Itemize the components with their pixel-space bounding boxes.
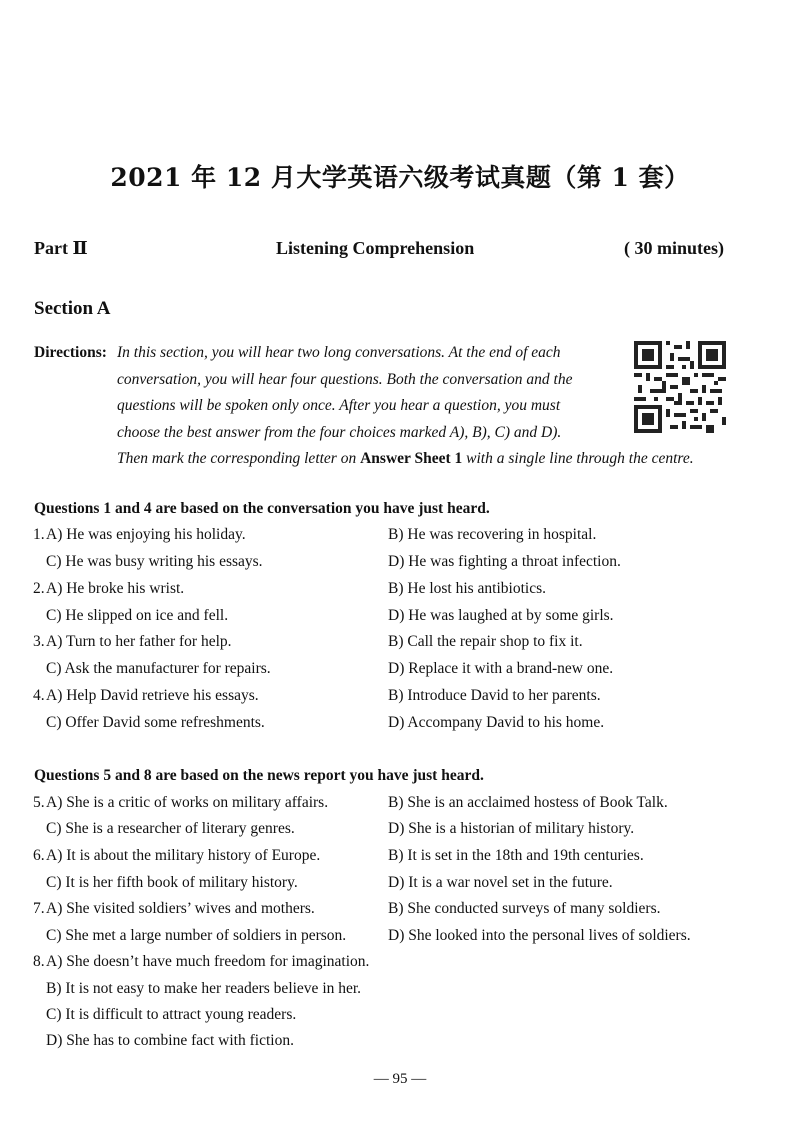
option-b[interactable]: B) It is set in the 18th and 19th centuries. — [388, 847, 644, 864]
page-number: — 95 — — [373, 1071, 427, 1087]
question-number: 8. — [33, 953, 45, 970]
page-title: 2021 年 12 月大学英语六级考试真题（第 1 套） — [110, 163, 690, 192]
directions-line: In this section, you will hear two long conversations. At the end of each — [117, 344, 561, 361]
option-b[interactable]: B) It is not easy to make her readers believe in her. — [46, 980, 362, 997]
option-c[interactable]: C) It is difficult to attract young readers. — [46, 1006, 297, 1023]
option-b[interactable]: B) He lost his antibiotics. — [388, 580, 547, 597]
option-c[interactable]: C) Offer David some refreshments. — [46, 714, 265, 731]
qr-code-icon — [634, 341, 726, 433]
option-d[interactable]: D) It is a war novel set in the future. — [388, 874, 613, 891]
question-3-row-2 — [0, 660, 800, 686]
option-d[interactable]: D) She has to combine fact with fiction. — [46, 1032, 294, 1049]
option-a[interactable]: A) She is a critic of works on military affairs. — [46, 794, 329, 811]
option-c[interactable]: C) Ask the manufacturer for repairs. — [46, 660, 271, 677]
question-number: 3. — [33, 633, 45, 650]
question-6-row-2 — [0, 874, 800, 900]
option-a[interactable]: A) Help David retrieve his essays. — [46, 687, 259, 704]
option-a[interactable]: A) He broke his wrist. — [46, 580, 185, 597]
part-label: Part Ⅱ — [34, 238, 88, 258]
option-a[interactable]: A) He was enjoying his holiday. — [46, 526, 246, 543]
option-d[interactable]: D) Replace it with a brand-new one. — [388, 660, 614, 677]
option-c[interactable]: C) It is her fifth book of military history. — [46, 874, 298, 891]
option-b[interactable]: B) Introduce David to her parents. — [388, 687, 601, 704]
question-number: 6. — [33, 847, 45, 864]
directions-line: questions will be spoken only once. After you hear a question, you must — [117, 397, 561, 414]
question-5-row-2 — [0, 820, 800, 846]
option-c[interactable]: C) He slipped on ice and fell. — [46, 607, 229, 624]
option-d[interactable]: D) He was laughed at by some girls. — [388, 607, 614, 624]
option-c[interactable]: C) She met a large number of soldiers in person. — [46, 927, 347, 944]
section-title: Section A — [34, 298, 111, 319]
question-group-heading: Questions 1 and 4 are based on the conversation you have just heard. — [34, 500, 490, 517]
question-number: 1. — [33, 526, 45, 543]
question-2-row-2 — [0, 607, 800, 633]
directions-line: conversation, you will hear four questions. Both the conversation and the — [117, 370, 573, 388]
question-7-row-2 — [0, 927, 800, 953]
question-4-row-2 — [0, 714, 800, 740]
option-c[interactable]: C) She is a researcher of literary genres. — [46, 820, 295, 837]
part-time: ( 30 minutes) — [624, 238, 724, 258]
option-d[interactable]: D) He was fighting a throat infection. — [388, 553, 621, 570]
question-3 — [0, 633, 800, 659]
question-7 — [0, 900, 800, 926]
option-b[interactable]: B) She conducted surveys of many soldiers. — [388, 900, 661, 917]
question-8-row-3 — [0, 1006, 800, 1032]
directions-label: Directions: — [34, 344, 107, 361]
option-a[interactable]: A) She doesn’t have much freedom for imagination. — [46, 953, 370, 970]
part-header — [34, 238, 724, 264]
option-d[interactable]: D) She is a historian of military history. — [388, 820, 635, 837]
question-6 — [0, 847, 800, 873]
option-c[interactable]: C) He was busy writing his essays. — [46, 553, 263, 570]
question-group-heading: Questions 5 and 8 are based on the news report you have just heard. — [34, 767, 484, 784]
question-number: 7. — [33, 900, 45, 917]
question-2 — [0, 580, 800, 606]
option-d[interactable]: D) Accompany David to his home. — [388, 714, 605, 731]
option-d[interactable]: D) She looked into the personal lives of soldiers. — [388, 927, 691, 944]
question-1-row-2 — [0, 553, 800, 579]
question-number: 4. — [33, 687, 45, 704]
question-8-row-2 — [0, 980, 800, 1006]
directions-line: choose the best answer from the four choices marked A), B), C) and D). — [117, 423, 562, 441]
question-5 — [0, 794, 800, 820]
part-title: Listening Comprehension — [276, 238, 475, 258]
option-a[interactable]: A) It is about the military history of Europe. — [46, 847, 321, 864]
question-number: 5. — [33, 794, 45, 811]
question-8-row-4 — [0, 1032, 800, 1058]
option-b[interactable]: B) He was recovering in hospital. — [388, 526, 597, 543]
option-a[interactable]: A) She visited soldiers’ wives and mothers. — [46, 900, 315, 917]
option-b[interactable]: B) Call the repair shop to fix it. — [388, 633, 583, 650]
question-4 — [0, 687, 800, 713]
question-1 — [0, 526, 800, 552]
option-a[interactable]: A) Turn to her father for help. — [46, 633, 232, 650]
question-8 — [0, 953, 800, 979]
question-number: 2. — [33, 580, 45, 597]
directions-line: Then mark the corresponding letter on Answer Sheet 1 with a single line through the centre. — [117, 450, 694, 467]
option-b[interactable]: B) She is an acclaimed hostess of Book Talk. — [388, 794, 668, 811]
